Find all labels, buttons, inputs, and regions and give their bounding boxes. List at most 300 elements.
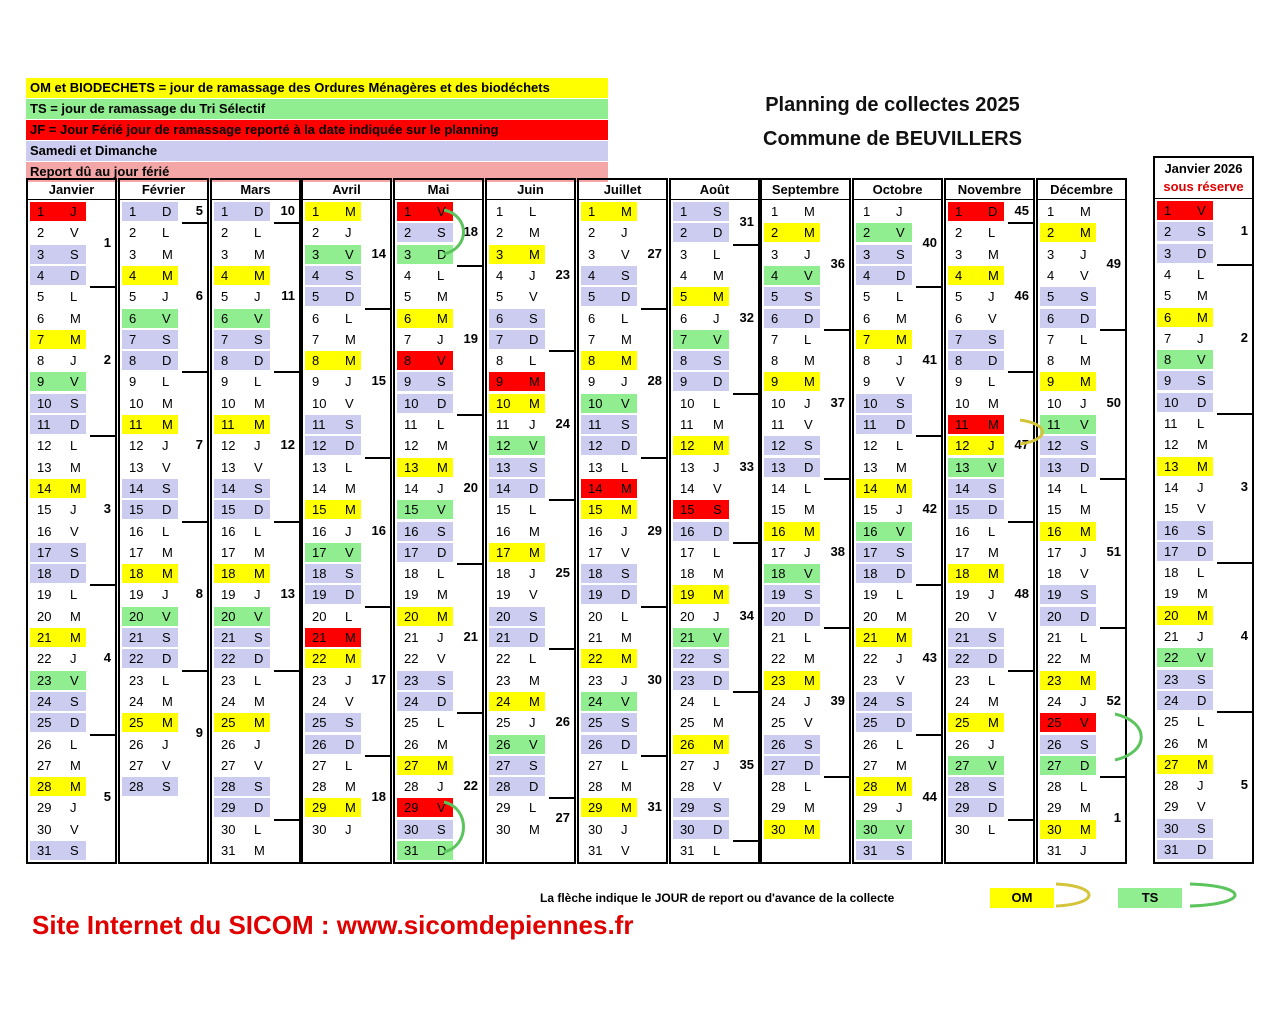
day-letter: J: [713, 310, 720, 326]
day-letter: L: [437, 715, 445, 731]
week-number: 26: [555, 714, 570, 730]
week-number: 5: [1240, 777, 1248, 793]
day-letter: S: [896, 544, 905, 560]
day-number: 11: [771, 417, 785, 432]
day-number: 24: [588, 693, 603, 709]
day-letter: D: [804, 310, 814, 326]
day-letter: M: [1080, 821, 1091, 837]
day-number: 2: [496, 225, 504, 241]
key-ts-arrow: [1190, 884, 1235, 906]
day-number: 21: [771, 630, 786, 645]
day-number: 13: [221, 459, 236, 475]
day-number: 6: [221, 310, 229, 326]
day-letter: M: [896, 480, 907, 496]
day-letter: L: [529, 502, 537, 518]
day-number: 17: [955, 544, 970, 560]
day-letter: L: [988, 672, 996, 688]
day-letter: S: [254, 630, 263, 645]
day-letter: L: [621, 757, 629, 773]
week-number: 29: [647, 522, 662, 538]
day-letter: M: [345, 353, 356, 369]
day-number: 25: [404, 715, 419, 731]
month-header: Juin: [487, 180, 574, 200]
day-number: 12: [955, 438, 970, 454]
day-number: 9: [312, 374, 320, 390]
jan2026-name: Janvier 2026: [1164, 161, 1243, 176]
day-number: 18: [404, 566, 419, 582]
day-number: 25: [863, 715, 878, 731]
day-number: 7: [404, 331, 412, 347]
day-number: 9: [1164, 373, 1172, 389]
day-letter: S: [70, 544, 79, 560]
day-number: 26: [1164, 735, 1179, 751]
day-letter: M: [621, 480, 632, 496]
day-letter: M: [896, 779, 907, 795]
day-letter: M: [1080, 502, 1091, 518]
day-letter: J: [162, 438, 169, 454]
day-number: 1: [221, 204, 229, 219]
day-letter: M: [713, 417, 724, 432]
day-number: 19: [771, 587, 786, 603]
day-number: 4: [955, 267, 963, 283]
day-letter: V: [162, 459, 171, 475]
day-number: 29: [863, 800, 878, 816]
day-letter: J: [896, 800, 903, 816]
day-number: 22: [312, 651, 327, 667]
day-number: 7: [955, 331, 963, 347]
day-number: 24: [1164, 692, 1179, 708]
day-number: 5: [221, 289, 229, 305]
day-number: 2: [404, 225, 412, 241]
month-header: Décembre: [1038, 180, 1125, 200]
day-letter: M: [804, 353, 815, 369]
day-number: 16: [129, 523, 144, 539]
day-number: 16: [1164, 522, 1179, 538]
day-letter: M: [345, 800, 356, 816]
day-number: 21: [129, 630, 144, 645]
day-letter: L: [1080, 331, 1088, 347]
day-number: 12: [1047, 438, 1062, 454]
day-letter: D: [437, 843, 447, 858]
day-number: 11: [863, 417, 877, 432]
day-letter: M: [1080, 523, 1091, 539]
day-letter: L: [162, 672, 170, 688]
day-number: 29: [312, 800, 327, 816]
day-letter: M: [437, 289, 448, 305]
day-number: 18: [1047, 566, 1062, 582]
day-letter: S: [345, 715, 354, 731]
day-letter: D: [621, 587, 631, 603]
day-number: 14: [771, 480, 786, 496]
day-number: 28: [680, 779, 695, 795]
day-number: 15: [1047, 502, 1062, 518]
day-number: 15: [680, 502, 695, 518]
day-letter: M: [529, 523, 540, 539]
day-letter: L: [162, 225, 170, 241]
day-letter: L: [804, 480, 812, 496]
day-letter: J: [437, 630, 444, 645]
week-number: 6: [195, 288, 203, 304]
day-letter: L: [254, 225, 262, 241]
day-letter: J: [988, 736, 995, 752]
day-letter: D: [70, 267, 80, 283]
day-number: 10: [771, 395, 786, 411]
day-letter: S: [70, 693, 79, 709]
day-letter: L: [529, 204, 537, 219]
day-letter: M: [529, 672, 540, 688]
day-letter: J: [621, 374, 628, 390]
week-number: 15: [371, 373, 386, 389]
day-letter: D: [529, 630, 539, 645]
day-letter: D: [1080, 757, 1090, 773]
day-letter: M: [70, 757, 81, 773]
day-number: 17: [404, 544, 419, 560]
day-number: 22: [37, 651, 52, 667]
day-number: 4: [863, 267, 871, 283]
day-number: 22: [771, 651, 786, 667]
day-number: 15: [863, 502, 878, 518]
day-letter: L: [1080, 480, 1088, 496]
day-letter: V: [621, 395, 630, 411]
day-letter: M: [1080, 800, 1091, 816]
day-letter: M: [896, 331, 907, 347]
day-number: 31: [1164, 842, 1179, 857]
day-letter: D: [1080, 608, 1090, 624]
day-number: 4: [588, 267, 596, 283]
day-number: 20: [221, 608, 236, 624]
day-number: 5: [863, 289, 871, 305]
week-number: 32: [739, 309, 754, 325]
day-number: 2: [312, 225, 320, 241]
day-letter: S: [437, 374, 446, 390]
day-number: 18: [588, 566, 603, 582]
day-number: 26: [37, 736, 52, 752]
day-number: 23: [771, 672, 786, 688]
day-letter: V: [345, 693, 354, 709]
day-number: 29: [404, 800, 419, 816]
day-letter: M: [1080, 651, 1091, 667]
day-letter: S: [254, 779, 263, 795]
day-number: 20: [1164, 607, 1179, 623]
day-letter: M: [621, 651, 632, 667]
day-letter: V: [1197, 799, 1206, 815]
day-letter: V: [254, 757, 263, 773]
day-letter: J: [254, 289, 261, 305]
month-header: Mars: [212, 180, 299, 200]
day-letter: J: [1197, 778, 1204, 794]
day-number: 17: [496, 544, 511, 560]
day-number: 8: [312, 353, 320, 369]
day-letter: M: [621, 800, 632, 816]
month-header: Novembre: [946, 180, 1033, 200]
day-number: 5: [588, 289, 596, 305]
day-number: 12: [129, 438, 144, 454]
day-letter: L: [1080, 779, 1088, 795]
day-letter: S: [713, 204, 722, 219]
jan2026-reserve: sous réserve: [1163, 179, 1244, 194]
day-number: 12: [588, 438, 603, 454]
day-number: 11: [496, 417, 510, 432]
day-letter: M: [713, 267, 724, 283]
day-letter: D: [1197, 394, 1207, 410]
day-letter: L: [1197, 565, 1205, 581]
day-number: 27: [37, 757, 52, 773]
legend-om: OM et BIODECHETS = jour de ramassage des Ordures Ménagères et des biodéchets: [26, 78, 608, 98]
day-number: 3: [496, 246, 504, 262]
day-number: 7: [680, 331, 688, 347]
day-number: 16: [404, 523, 419, 539]
day-number: 11: [588, 417, 602, 432]
day-letter: J: [254, 736, 261, 752]
day-letter: M: [1080, 672, 1091, 688]
day-number: 13: [680, 459, 695, 475]
day-number: 28: [1047, 779, 1062, 795]
day-number: 23: [312, 672, 327, 688]
day-number: 5: [404, 289, 412, 305]
day-letter: L: [1197, 416, 1205, 431]
day-number: 7: [221, 331, 229, 347]
day-number: 31: [1047, 843, 1062, 858]
day-letter: V: [254, 608, 263, 624]
legend-jf: JF = Jour Férié jour de ramassage reporté à la date indiquée sur le planning: [26, 120, 608, 140]
day-letter: J: [804, 395, 811, 411]
day-letter: D: [254, 502, 264, 518]
week-number: 17: [371, 671, 386, 687]
day-number: 30: [404, 821, 419, 837]
day-letter: S: [621, 566, 630, 582]
day-letter: M: [1197, 735, 1208, 751]
week-number: 47: [1014, 437, 1029, 453]
day-number: 13: [771, 459, 786, 475]
day-letter: M: [254, 395, 265, 411]
week-number: 2: [1240, 329, 1248, 345]
day-letter: D: [162, 204, 172, 219]
day-letter: S: [70, 395, 79, 411]
day-number: 15: [37, 502, 52, 518]
day-letter: J: [1080, 693, 1087, 709]
day-letter: J: [896, 502, 903, 518]
day-letter: J: [70, 502, 77, 518]
day-number: 12: [221, 438, 236, 454]
day-letter: V: [437, 204, 446, 219]
day-number: 19: [680, 587, 695, 603]
day-number: 17: [37, 544, 52, 560]
day-number: 1: [37, 204, 45, 219]
day-number: 24: [680, 693, 695, 709]
day-letter: V: [162, 608, 171, 624]
day-number: 11: [1164, 416, 1178, 431]
day-number: 29: [1164, 799, 1179, 815]
day-letter: J: [345, 523, 352, 539]
day-letter: J: [70, 204, 77, 219]
day-number: 2: [1047, 225, 1055, 241]
day-letter: J: [70, 800, 77, 816]
day-number: 6: [1164, 309, 1172, 325]
day-letter: S: [345, 267, 354, 283]
day-number: 7: [863, 331, 871, 347]
day-number: 31: [404, 843, 419, 858]
day-letter: L: [713, 843, 721, 858]
day-letter: M: [804, 672, 815, 688]
day-letter: M: [804, 800, 815, 816]
week-number: 41: [922, 352, 937, 368]
day-letter: M: [437, 757, 448, 773]
day-letter: L: [621, 310, 629, 326]
day-letter: D: [988, 651, 998, 667]
day-number: 12: [771, 438, 786, 454]
day-number: 15: [588, 502, 603, 518]
day-number: 26: [129, 736, 144, 752]
day-number: 5: [496, 289, 504, 305]
day-number: 28: [771, 779, 786, 795]
day-number: 8: [680, 353, 688, 369]
day-letter: S: [1080, 736, 1089, 752]
day-letter: J: [713, 757, 720, 773]
day-letter: S: [437, 523, 446, 539]
day-number: 22: [955, 651, 970, 667]
day-letter: L: [1197, 714, 1205, 730]
day-number: 7: [1164, 330, 1172, 346]
day-number: 4: [37, 267, 45, 283]
day-letter: V: [804, 566, 813, 582]
day-number: 2: [37, 225, 45, 241]
day-letter: S: [70, 843, 79, 858]
day-number: 8: [588, 353, 596, 369]
day-letter: J: [896, 353, 903, 369]
day-number: 6: [1047, 310, 1055, 326]
day-letter: D: [896, 267, 906, 283]
day-letter: M: [162, 246, 173, 262]
week-number: 11: [281, 288, 295, 304]
day-letter: S: [1197, 224, 1206, 240]
day-letter: M: [529, 246, 540, 262]
week-number: 27: [647, 245, 662, 261]
day-number: 27: [496, 757, 511, 773]
day-number: 3: [312, 246, 320, 262]
week-number: 33: [739, 458, 754, 474]
day-number: 1: [129, 204, 137, 219]
day-number: 14: [955, 480, 970, 496]
day-letter: S: [713, 502, 722, 518]
month-header: Mai: [395, 180, 482, 200]
day-letter: S: [896, 693, 905, 709]
day-number: 28: [129, 779, 144, 795]
week-number: 19: [463, 330, 478, 346]
day-number: 7: [37, 331, 45, 347]
week-number: 7: [195, 437, 203, 453]
week-number: 4: [103, 650, 111, 666]
week-number: 51: [1106, 543, 1121, 559]
day-letter: D: [1197, 245, 1207, 261]
day-letter: S: [621, 715, 630, 731]
week-number: 2: [103, 352, 111, 368]
day-letter: D: [162, 502, 172, 518]
day-number: 7: [129, 331, 137, 347]
day-number: 13: [1047, 459, 1062, 475]
day-number: 2: [771, 225, 779, 241]
day-letter: V: [804, 267, 813, 283]
day-number: 17: [863, 544, 878, 560]
day-number: 1: [404, 204, 412, 219]
day-letter: V: [713, 630, 722, 645]
day-number: 30: [312, 821, 327, 837]
day-letter: D: [529, 331, 539, 347]
day-letter: M: [529, 395, 540, 411]
day-letter: M: [1197, 309, 1208, 325]
day-number: 27: [404, 757, 419, 773]
day-letter: L: [621, 608, 629, 624]
week-number: 3: [103, 501, 111, 517]
site-link[interactable]: Site Internet du SICOM : www.sicomdepiennes.fr: [32, 910, 634, 940]
day-letter: V: [1080, 566, 1089, 582]
day-letter: S: [529, 757, 538, 773]
day-number: 20: [1047, 608, 1062, 624]
day-number: 25: [37, 715, 52, 731]
day-number: 26: [221, 736, 236, 752]
day-letter: L: [896, 736, 904, 752]
day-letter: M: [254, 843, 265, 858]
week-number: 49: [1106, 256, 1121, 272]
day-letter: M: [1080, 225, 1091, 241]
day-number: 2: [129, 225, 137, 241]
day-number: 24: [863, 693, 878, 709]
day-number: 11: [37, 417, 51, 432]
day-letter: J: [621, 225, 628, 241]
day-number: 12: [404, 438, 419, 454]
day-letter: S: [1197, 671, 1206, 687]
day-letter: J: [254, 438, 261, 454]
day-letter: J: [70, 651, 77, 667]
day-number: 10: [37, 395, 52, 411]
day-number: 2: [863, 225, 871, 241]
title-line1: Planning de collectes 2025: [765, 94, 1020, 116]
day-number: 23: [863, 672, 878, 688]
day-letter: M: [1197, 458, 1208, 474]
day-letter: M: [70, 480, 81, 496]
day-letter: M: [437, 438, 448, 454]
day-letter: S: [162, 480, 171, 496]
day-letter: J: [345, 225, 352, 241]
day-number: 28: [1164, 778, 1179, 794]
legend-ts: TS = jour de ramassage du Tri Sélectif: [26, 99, 608, 119]
day-letter: D: [345, 289, 355, 305]
day-letter: S: [713, 800, 722, 816]
day-letter: M: [896, 608, 907, 624]
day-number: 20: [37, 608, 52, 624]
day-letter: M: [345, 480, 356, 496]
day-number: 21: [221, 630, 236, 645]
day-letter: M: [162, 566, 173, 582]
day-letter: S: [988, 331, 997, 347]
day-number: 21: [1047, 630, 1062, 645]
day-number: 19: [37, 587, 52, 603]
day-letter: D: [621, 289, 631, 305]
day-letter: J: [1080, 843, 1087, 858]
day-number: 28: [37, 779, 52, 795]
day-letter: M: [713, 438, 724, 454]
day-number: 29: [37, 800, 52, 816]
day-number: 26: [680, 736, 695, 752]
day-number: 20: [496, 608, 511, 624]
day-number: 27: [863, 757, 878, 773]
day-letter: L: [162, 523, 170, 539]
week-number: 8: [195, 586, 203, 602]
day-letter: V: [345, 246, 354, 262]
day-letter: M: [621, 630, 632, 645]
day-letter: L: [345, 608, 353, 624]
day-letter: S: [529, 310, 538, 326]
day-number: 23: [1047, 672, 1062, 688]
